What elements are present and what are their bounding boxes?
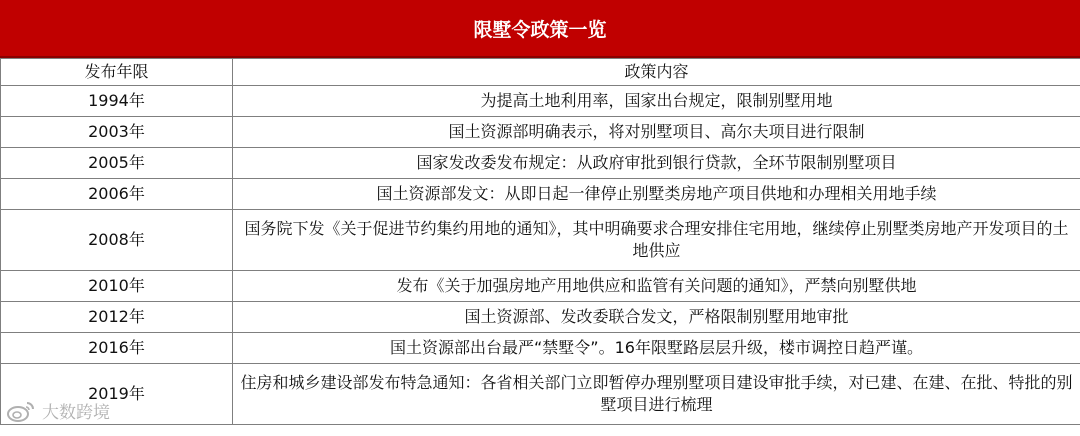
page-title: 限墅令政策一览 [473,18,607,41]
watermark [6,398,110,423]
table-row [1,86,1080,117]
content-cell: 国土资源部出台最严“禁墅令”。16年限墅路层层升级，楼市调控日趋严谨。 [233,333,1080,364]
table-row [1,302,1080,333]
table-row [1,148,1080,179]
content-cell: 国务院下发《关于促进节约集约用地的通知》，其中明确要求合理安排住宅用地，继续停止别墅类房地产开发项目的土地供应 [233,210,1080,271]
year-cell: 2008年 [1,210,233,271]
table-row [1,179,1080,210]
column-header-year: 发布年限 [1,59,233,86]
year-cell: 2019年 [1,364,233,425]
table-row [1,364,1080,425]
table-title-bar [0,0,1080,58]
content-cell: 国家发改委发布规定：从政府审批到银行贷款，全环节限制别墅项目 [233,148,1080,179]
content-cell: 国土资源部发文：从即日起一律停止别墅类房地产项目供地和办理相关用地手续 [233,179,1080,210]
content-cell: 为提高土地利用率，国家出台规定，限制别墅用地 [233,86,1080,117]
year-cell: 2016年 [1,333,233,364]
year-cell: 1994年 [1,86,233,117]
watermark-text: 大数跨境 [42,403,110,423]
column-header-content: 政策内容 [233,59,1080,86]
content-cell: 住房和城乡建设部发布特急通知：各省相关部门立即暂停办理别墅项目建设审批手续，对已建、在建、在批、特批的别墅项目进行梳理 [233,364,1080,425]
weibo-logo-icon [6,399,36,423]
table-row [1,333,1080,364]
table-header-row [1,59,1080,86]
year-cell: 2012年 [1,302,233,333]
content-cell: 发布《关于加强房地产用地供应和监管有关问题的通知》，严禁向别墅供地 [233,271,1080,302]
table-row [1,271,1080,302]
content-cell: 国土资源部明确表示，将对别墅项目、高尔夫项目进行限制 [233,117,1080,148]
year-cell: 2006年 [1,179,233,210]
year-cell: 2005年 [1,148,233,179]
content-cell: 国土资源部、发改委联合发文，严格限制别墅用地审批 [233,302,1080,333]
table-row [1,117,1080,148]
policy-table [0,58,1080,425]
table-row [1,210,1080,271]
year-cell: 2010年 [1,271,233,302]
year-cell: 2003年 [1,117,233,148]
